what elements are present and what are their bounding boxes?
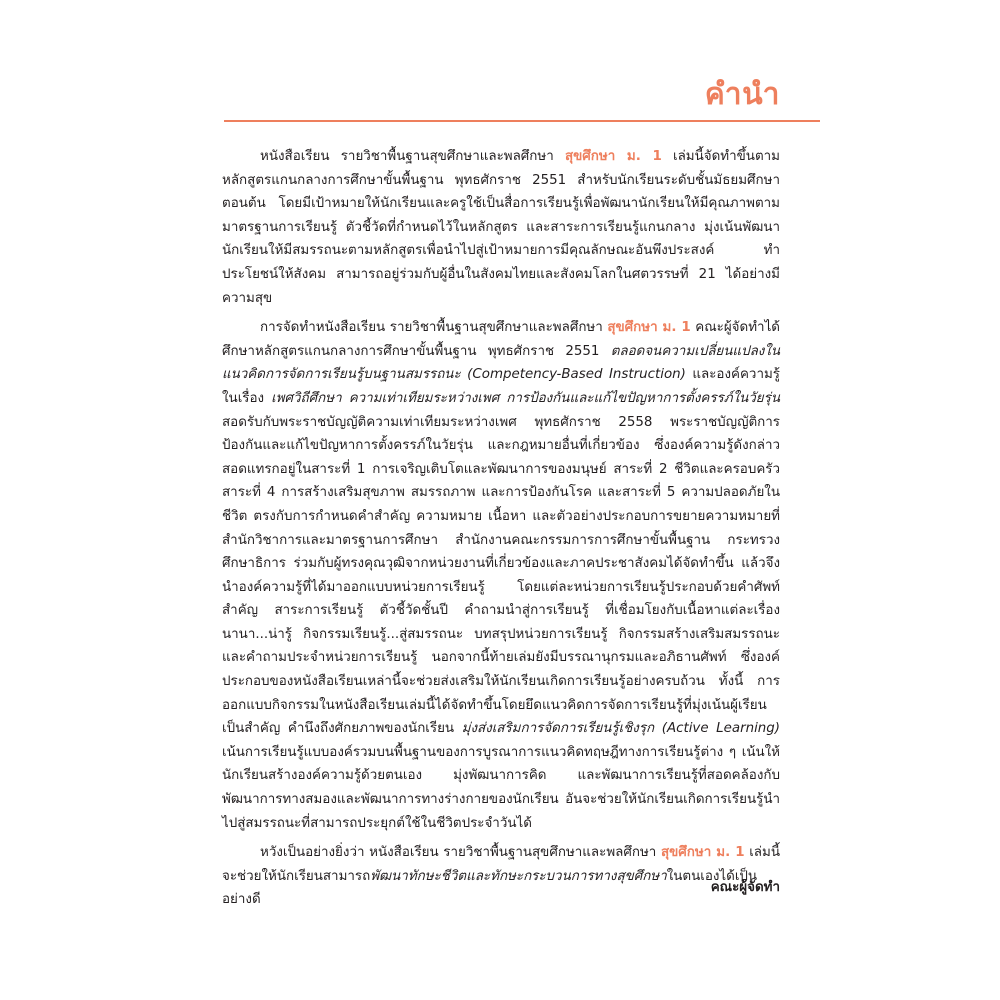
- signature: คณะผู้จัดทำ: [710, 880, 780, 895]
- paragraph-text: คณะผู้จัดทำได้ศึกษาหลักสูตรแกนกลางการศึกษาขั้นพื้นฐาน พุทธศักราช 2551: [222, 320, 780, 359]
- paragraph-text: และองค์ความรู้ในเรื่อง: [222, 367, 780, 406]
- italic-phrase: ตลอดจนความเปลี่ยนแปลงในแนวคิดการจัดการเรียนรู้บนฐานสมรรถนะ (Competency-Based Instruction): [222, 343, 780, 383]
- paragraph-text: เล่มนี้จัดทำขึ้นตามหลักสูตรแกนกลางการศึกษาขั้นพื้นฐาน พุทธศักราช 2551 สำหรับนักเรียนระดับชั้นมัธยมศึกษาตอนต้น โดยมีเป้าหมายให้นักเรียนและครูใช้เป็นสื่อการเรียนรู้เพื่อพัฒนานักเรียนให้มีคุณภาพตามมาตรฐานการเรียนรู้ ตัวชี้วัดที่กำหนดไว้ในหลักสูตร และสาระการเรียนรู้แกนกลาง มุ่งเน้นพัฒนานักเรียนให้มีสมรรถนะตามหลักสูตรเพื่อนำไปสู่เป้าหมายการมีคุณลักษณะอันพึงประสงค์ ทำประโยชน์ให้สังคม สามารถอยู่ร่วมกับผู้อื่นในสังคมไทยและสังคมโลกในศตวรรษที่ 21 ได้อย่างมีความสุข: [222, 149, 780, 306]
- italic-phrase: พัฒนาทักษะชีวิตและทักษะกระบวนการทางสุขศึกษา: [370, 868, 667, 884]
- italic-phrase: เพศวิถีศึกษา ความเท่าเทียมระหว่างเพศ การป้องกันและแก้ไขปัญหาการตั้งครรภ์ในวัยรุ่น: [271, 390, 780, 406]
- paragraph-text: การจัดทำหนังสือเรียน รายวิชาพื้นฐานสุขศึกษาและพลศึกษา: [260, 320, 608, 336]
- book-title-highlight: สุขศึกษา ม. 1: [607, 320, 691, 336]
- page-title: คำนำ: [704, 77, 780, 112]
- preface-paragraph-2: [222, 316, 780, 835]
- paragraph-text: เน้นการเรียนรู้แบบองค์รวมบนพื้นฐานของการบูรณาการแนวคิดทฤษฎีทางการเรียนรู้ต่าง ๆ เน้นให้นักเรียนสร้างองค์ความรู้ด้วยตนเอง มุ่งพัฒนาการคิด และพัฒนาการเรียนรู้ที่สอดคล้องกับพัฒนาการทางสมองและพัฒนาการทางร่างกายของนักเรียน อันจะช่วยให้นักเรียนเกิดการเรียนรู้นำไปสู่สมรรถนะที่สามารถประยุกต์ใช้ในชีวิตประจำวันได้: [222, 744, 780, 831]
- book-title-highlight: สุขศึกษา ม. 1: [660, 845, 745, 861]
- paragraph-text: สอดรับกับพระราชบัญญัติความเท่าเทียมระหว่างเพศ พุทธศักราช 2558 พระราชบัญญัติการป้องกันและแก้ไขปัญหาการตั้งครรภ์ในวัยรุ่น และกฎหมายอื่นที่เกี่ยวข้อง ซึ่งองค์ความรู้ดังกล่าวสอดแทรกอยู่ในสาระที่ 1 การเจริญเติบโตและพัฒนาการของมนุษย์ สาระที่ 2 ชีวิตและครอบครัว สาระที่ 4 การสร้างเสริมสุขภาพ สมรรถภาพ และการป้องกันโรค และสาระที่ 5 ความปลอดภัยในชีวิต ตรงกับการกำหนดคำสำคัญ ความหมาย เนื้อหา และตัวอย่างประกอบการขยายความหมายที่สำนักวิชาการและมาตรฐานการศึกษา สำนักงานคณะกรรมการการศึกษาขั้นพื้นฐาน กระทรวงศึกษาธิการ ร่วมกับผู้ทรงคุณวุฒิจากหน่วยงานที่เกี่ยวข้องและภาคประชาสังคมได้จัดทำขึ้น แล้วจึงนำองค์ความรู้ที่ได้มาออกแบบหน่วยการเรียนรู้ โดยแต่ละหน่วยการเรียนรู้ประกอบด้วยคำศัพท์สำคัญ สาระการเรียนรู้ ตัวชี้วัดชั้นปี คำถามนำสู่การเรียนรู้ ที่เชื่อมโยงกับเนื้อหาแต่ละเรื่อง นานา...น่ารู้ กิจกรรมเรียนรู้...สู่สมรรถนะ บทสรุปหน่วยการเรียนรู้ กิจกรรมสร้างเสริมสมรรถนะ และคำถามประจำหน่วยการเรียนรู้ นอกจากนี้ท้ายเล่มยังมีบรรณานุกรมและอภิธานศัพท์ ซึ่งองค์ประกอบของหนังสือเรียนเหล่านี้จะช่วยส่งเสริมให้นักเรียนเกิดการเรียนรู้อย่างครบถ้วน ทั้งนี้ การออกแบบกิจกรรมในหนังสือเรียนเล่มนี้ได้จัดทำขึ้นโดยยึดแนวคิดการจัดการเรียนรู้ที่มุ่งเน้นผู้เรียนเป็นสำคัญ คำนึงถึงศักยภาพของนักเรียน: [222, 414, 780, 737]
- preface-paragraph-3: [222, 841, 780, 912]
- italic-phrase: มุ่งส่งเสริมการจัดการเรียนรู้เชิงรุก (Active Learning): [461, 721, 781, 737]
- title-divider: [224, 120, 820, 122]
- preface-body: [222, 145, 780, 918]
- paragraph-text: ในตนเองได้เป็นอย่างดี: [222, 868, 758, 908]
- paragraph-text: หนังสือเรียน รายวิชาพื้นฐานสุขศึกษาและพลศึกษา: [260, 149, 565, 164]
- preface-paragraph-1: [222, 145, 780, 310]
- paragraph-text: หวังเป็นอย่างยิ่งว่า หนังสือเรียน รายวิชาพื้นฐานสุขศึกษาและพลศึกษา: [260, 845, 661, 861]
- book-title-highlight: สุขศึกษา ม. 1: [564, 149, 662, 164]
- paragraph-text: เล่มนี้จะช่วยให้นักเรียนสามารถ: [222, 845, 780, 884]
